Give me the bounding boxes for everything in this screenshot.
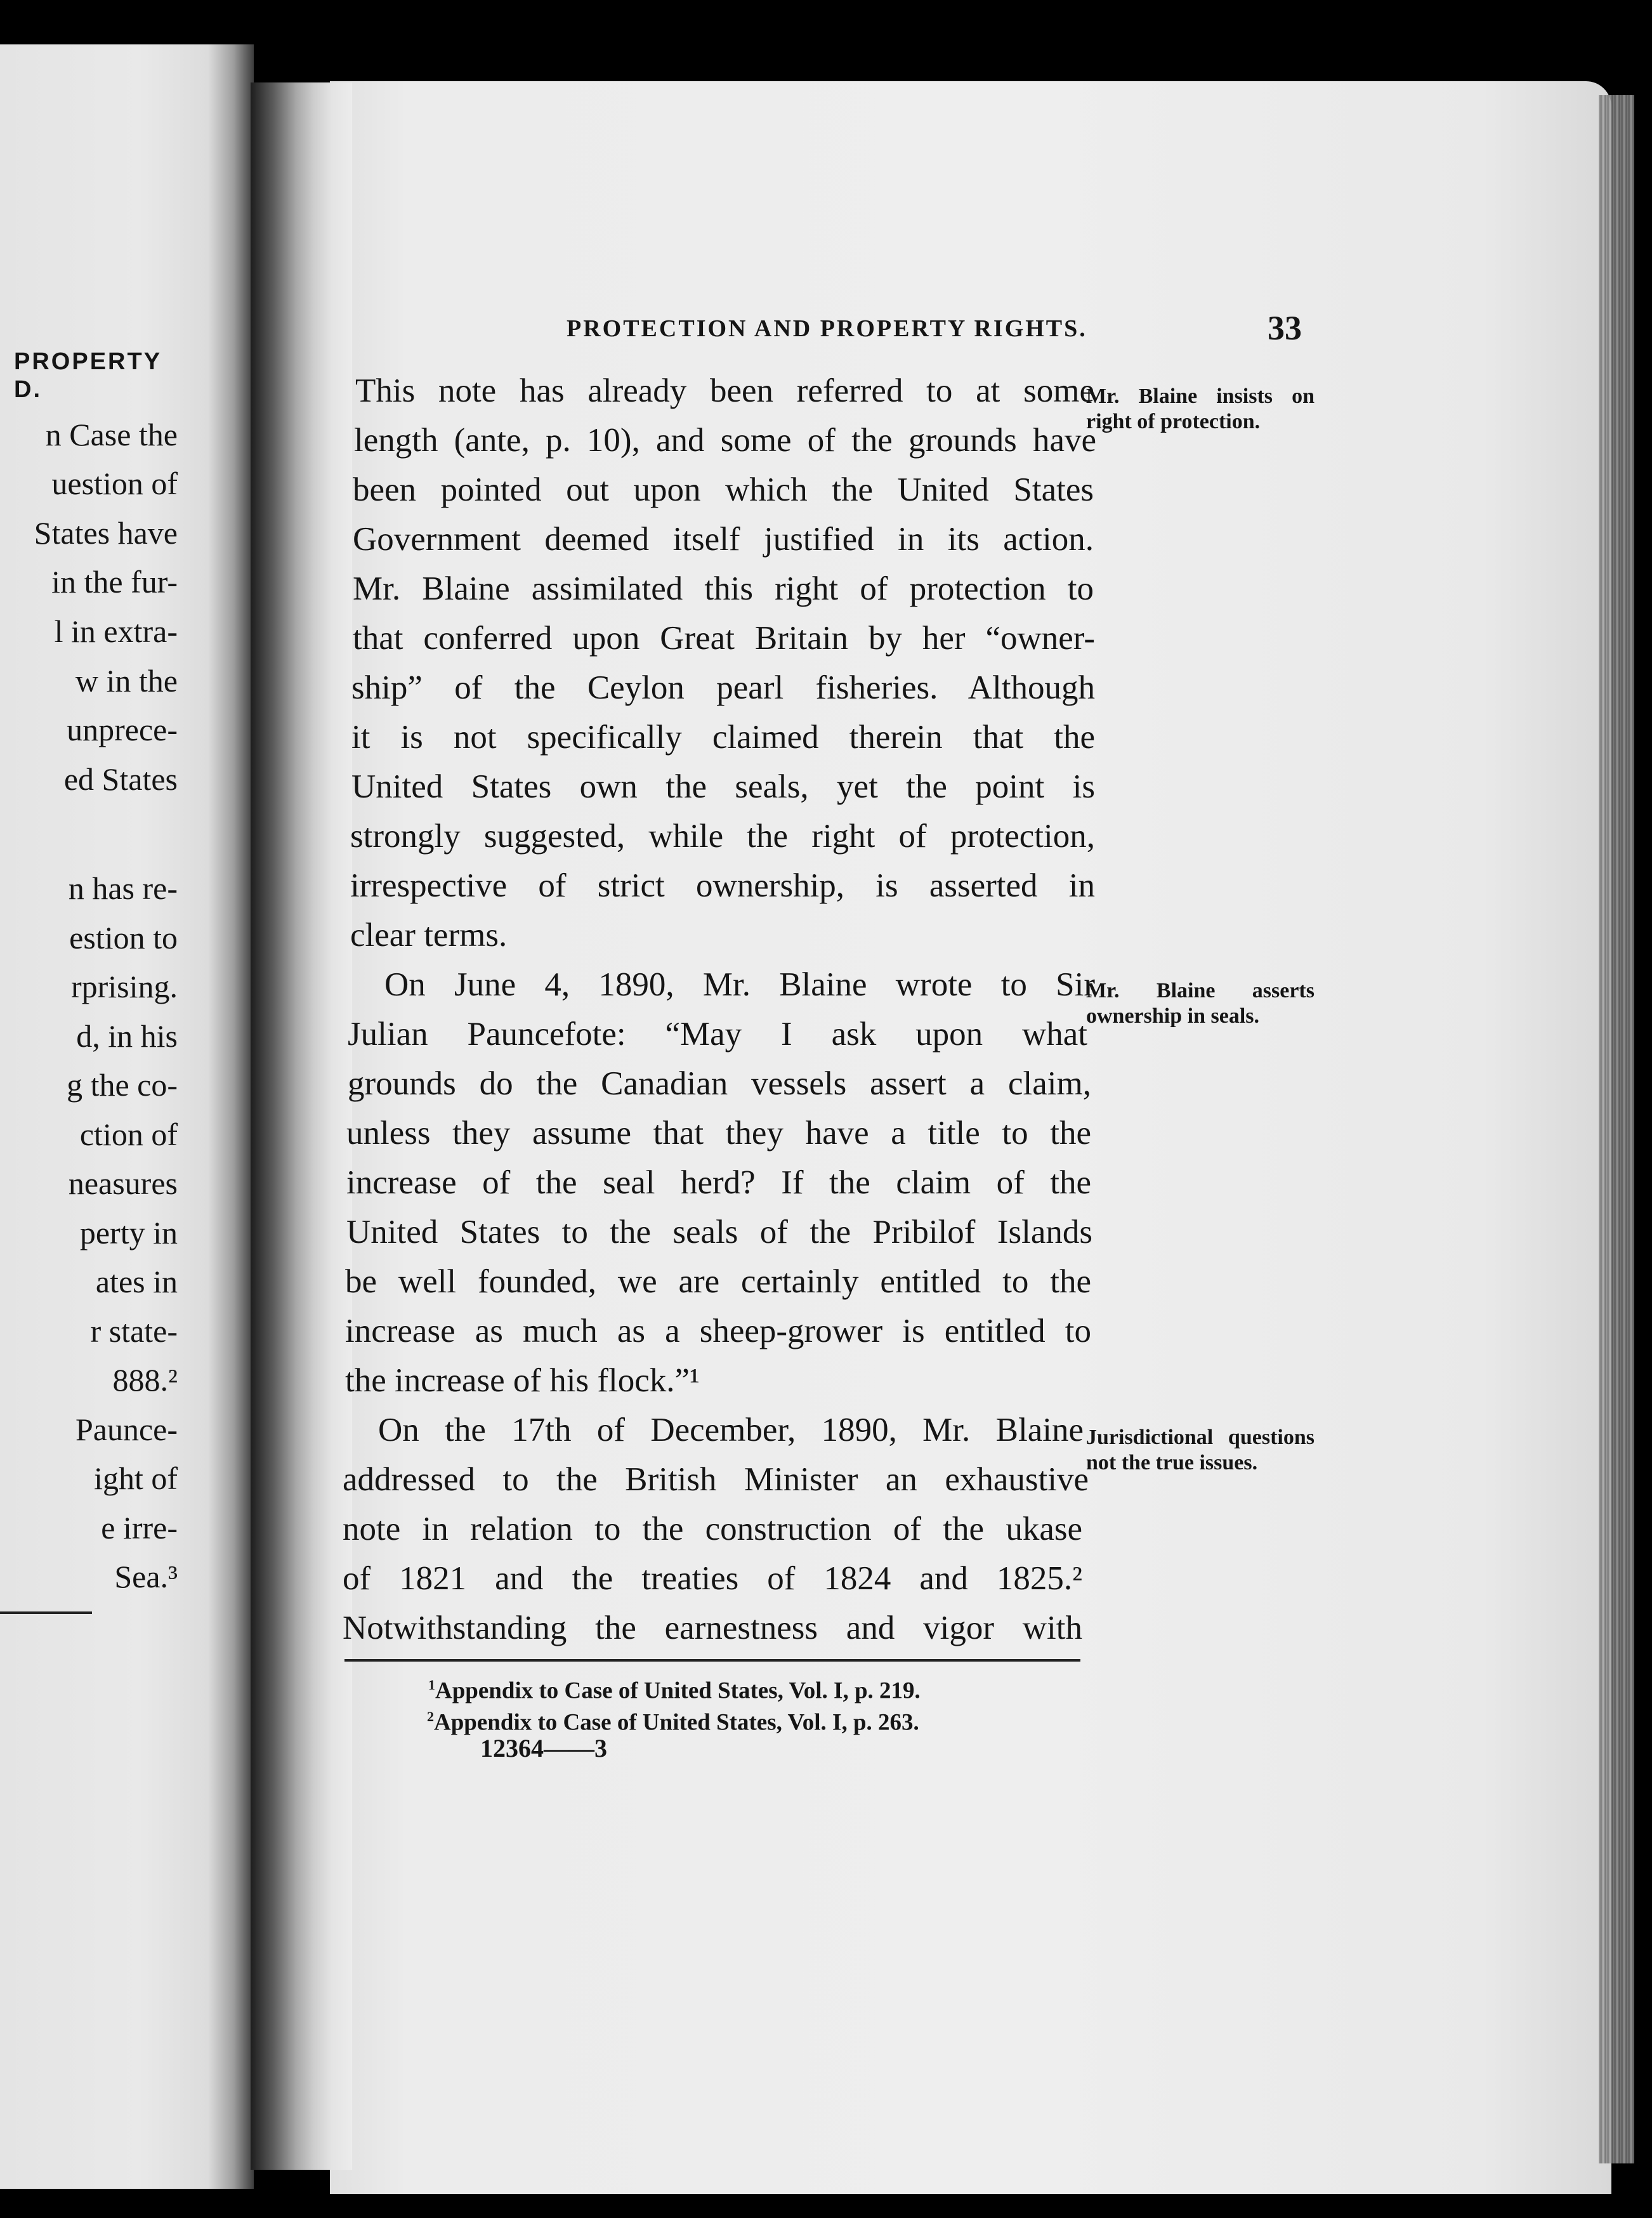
left-line: w in the <box>75 663 178 699</box>
body-line: addressed to the British Minister an exhaustive <box>343 1461 1089 1498</box>
left-line: in the fur- <box>51 564 178 600</box>
left-page <box>0 44 254 2189</box>
body-line: strongly suggested, while the right of protection, <box>350 818 1095 855</box>
left-line: r state- <box>90 1313 178 1349</box>
body-line: grounds do the Canadian vessels assert a claim, <box>348 1065 1091 1102</box>
body-line: note in relation to the construction of the ukase <box>343 1511 1082 1547</box>
left-footnote-rule <box>0 1611 92 1614</box>
left-line: unprece- <box>67 712 178 747</box>
footnote-rule <box>344 1659 1080 1662</box>
left-line: ight of <box>94 1460 178 1496</box>
running-head: PROTECTION AND PROPERTY RIGHTS. <box>567 315 1087 342</box>
body-line: of 1821 and the treaties of 1824 and 1825.² <box>343 1560 1082 1597</box>
left-line: estion to <box>69 920 178 955</box>
left-running-head: PROPERTY D. <box>14 348 162 403</box>
left-line: rprising. <box>70 969 178 1004</box>
left-line: l in extra- <box>54 614 178 649</box>
body-line: United States own the seals, yet the point is <box>351 768 1095 805</box>
footnote <box>427 1703 919 1736</box>
left-line: Paunce- <box>75 1412 178 1447</box>
footnote-text: Appendix to Case of United States, Vol. I, p. 263. <box>434 1709 919 1736</box>
left-line: uestion of <box>51 466 178 501</box>
body-line: be well founded, we are certainly entitled to the <box>345 1263 1091 1300</box>
left-line: 888.² <box>112 1362 178 1398</box>
left-line: n has re- <box>68 870 178 906</box>
body-line: Notwithstanding the earnestness and vigor with <box>343 1610 1082 1646</box>
body-line: irrespective of strict ownership, is asserted in <box>350 867 1095 904</box>
left-line: ates in <box>95 1264 178 1299</box>
body-line: Mr. Blaine assimilated this right of protection to <box>353 570 1094 607</box>
body-line: ship” of the Ceylon pearl fisheries. Although <box>351 669 1095 706</box>
body-line: length (ante, p. 10), and some of the grounds have <box>354 422 1096 459</box>
body-line: On the 17th of December, 1890, Mr. Blaine <box>378 1412 1084 1448</box>
left-line: perty in <box>79 1215 178 1250</box>
body-line: been pointed out upon which the United States <box>353 471 1094 508</box>
body-line: unless they assume that they have a title to the <box>346 1115 1091 1152</box>
left-line: States have <box>34 515 178 551</box>
left-line: ed States <box>63 761 178 797</box>
body-line: Julian Pauncefote: “May I ask upon what <box>348 1016 1087 1053</box>
left-line: d, in his <box>76 1018 178 1054</box>
body-line: On June 4, 1890, Mr. Blaine wrote to Sir <box>384 966 1095 1003</box>
side-note: Mr. Blaine insists on right of protection. <box>1086 384 1314 433</box>
body-line: it is not specifically claimed therein that the <box>351 719 1095 756</box>
page-number: 33 <box>1268 309 1302 347</box>
footnote-mark: 1 <box>428 1677 435 1693</box>
left-line: ction of <box>79 1117 178 1152</box>
footnote-mark: 2 <box>427 1709 434 1724</box>
footnote <box>428 1671 921 1705</box>
body-line: that conferred upon Great Britain by her “owner- <box>353 620 1095 657</box>
body-line: clear terms. <box>350 917 508 954</box>
book-gutter <box>251 82 352 2170</box>
left-line: Sea.³ <box>114 1559 178 1594</box>
left-line: neasures <box>68 1165 178 1201</box>
body-line: United States to the seals of the Pribilof Islands <box>346 1214 1092 1250</box>
body-line: Government deemed itself justified in its action. <box>353 521 1094 558</box>
side-note: Mr. Blaine asserts ownership in seals. <box>1086 979 1314 1028</box>
footnote-text: Appendix to Case of United States, Vol. I, p. 219. <box>435 1677 921 1704</box>
side-note: Jurisdictional questions not the true issues. <box>1086 1426 1314 1474</box>
body-line: the increase of his flock.”¹ <box>345 1362 700 1399</box>
body-line: increase as much as a sheep-grower is entitled to <box>345 1313 1091 1349</box>
page-edges <box>1599 95 1634 2163</box>
signature-mark: 12364——3 <box>480 1734 607 1762</box>
body-line: This note has already been referred to at some <box>355 372 1094 409</box>
left-line: e irre- <box>101 1510 178 1545</box>
left-line: n Case the <box>45 417 178 452</box>
body-line: increase of the seal herd? If the claim of the <box>346 1164 1091 1201</box>
left-line: g the co- <box>67 1067 178 1103</box>
